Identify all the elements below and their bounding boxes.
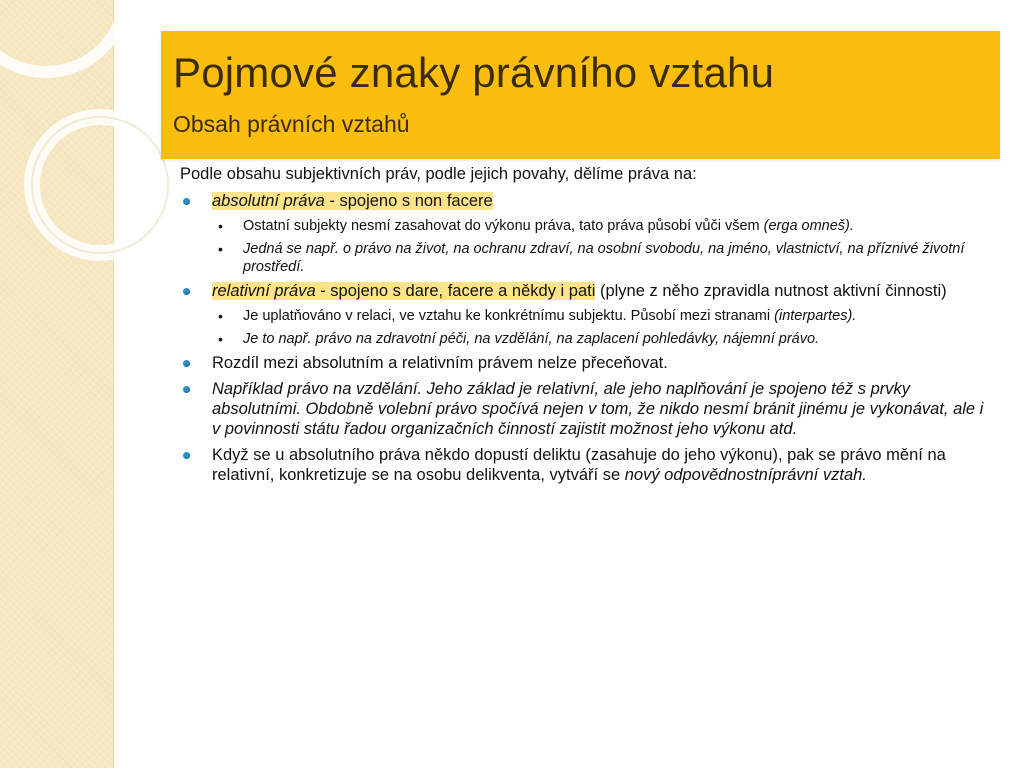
- sub-item-absolute-2: [180, 240, 995, 276]
- bullet-icon: •: [218, 241, 223, 257]
- sub-item-relative-2: [180, 330, 995, 348]
- sub-item-italic: (erga omneš).: [763, 218, 854, 234]
- sub-item-text: Je uplatňováno v relaci, ve vztahu ke konkrétnímu subjektu. Působí mezi stranami: [243, 308, 775, 324]
- list-item-difference: [180, 353, 995, 373]
- absolute-rights-desc: - spojeno s non facere: [324, 192, 493, 210]
- sub-item-italic: (interpartes).: [774, 308, 857, 324]
- relative-rights-tail: (plyne z něho zpravidla nutnost aktivní činnosti): [595, 282, 947, 300]
- delict-italic: nový odpovědnostníprávní vztah.: [624, 466, 867, 484]
- decorative-rings: [0, 0, 170, 330]
- term-relative-rights: relativní práva: [212, 282, 316, 300]
- delict-text: Když se u absolutního práva někdo dopustí deliktu (zasahuje do jeho výkonu), pak se právo mění na relativní, konkretizuje se na osobu delikventa, vytváří se: [212, 446, 946, 484]
- highlighted-phrase: [212, 192, 493, 210]
- bullet-icon: [183, 198, 190, 205]
- bullet-icon: [183, 288, 190, 295]
- list-item-relative-rights: [180, 281, 995, 301]
- bullet-icon: •: [218, 308, 223, 324]
- bullet-icon: [183, 452, 190, 459]
- sub-item-italic: Je to např. právo na zdravotní péči, na vzdělání, na zaplacení pohledávky, nájemní právo.: [243, 331, 820, 347]
- page-subtitle: Obsah právních vztahů: [173, 111, 410, 137]
- sub-item-italic: Jedná se např. o právo na život, na ochranu zdraví, na osobní svobodu, na jméno, vlastnictví, na příznivé životní prostředí.: [243, 241, 965, 275]
- bullet-icon: •: [218, 218, 223, 234]
- term-absolute-rights: absolutní práva: [212, 192, 325, 210]
- bullet-icon: [183, 360, 190, 367]
- sub-item-relative-1: [180, 307, 995, 325]
- bullet-icon: •: [218, 331, 223, 347]
- highlighted-phrase: [212, 282, 595, 300]
- relative-rights-desc: - spojeno s dare, facere a někdy i pati: [315, 282, 596, 300]
- sub-item-text: Ostatní subjekty nesmí zasahovat do výkonu práva, tato práva působí vůči všem: [243, 218, 764, 234]
- bullet-icon: [183, 386, 190, 393]
- list-item-absolute-rights: [180, 191, 995, 211]
- list-item-example: [180, 379, 995, 439]
- example-text: Například právo na vzdělání. Jeho základ je relativní, ale jeho naplňování je spojeno též s prvky absolutními. Obdobně volební právo spočívá nejen v tom, že nikdo nesmí bránit jinému je vykonávat, ale i v povinnosti státu řadou organizačních činností zajistit možnost jeho výkonu atd.: [212, 380, 984, 438]
- slide-content: [180, 164, 995, 491]
- sub-item-absolute-1: [180, 217, 995, 235]
- difference-text: Rozdíl mezi absolutním a relativním právem nelze přeceňovat.: [212, 354, 668, 372]
- list-item-delict: [180, 445, 995, 485]
- page-title: Pojmové znaky právního vztahu: [173, 49, 775, 96]
- title-box: [161, 31, 1000, 159]
- intro-text: Podle obsahu subjektivních práv, podle jejich povahy, dělíme práva na:: [180, 165, 697, 183]
